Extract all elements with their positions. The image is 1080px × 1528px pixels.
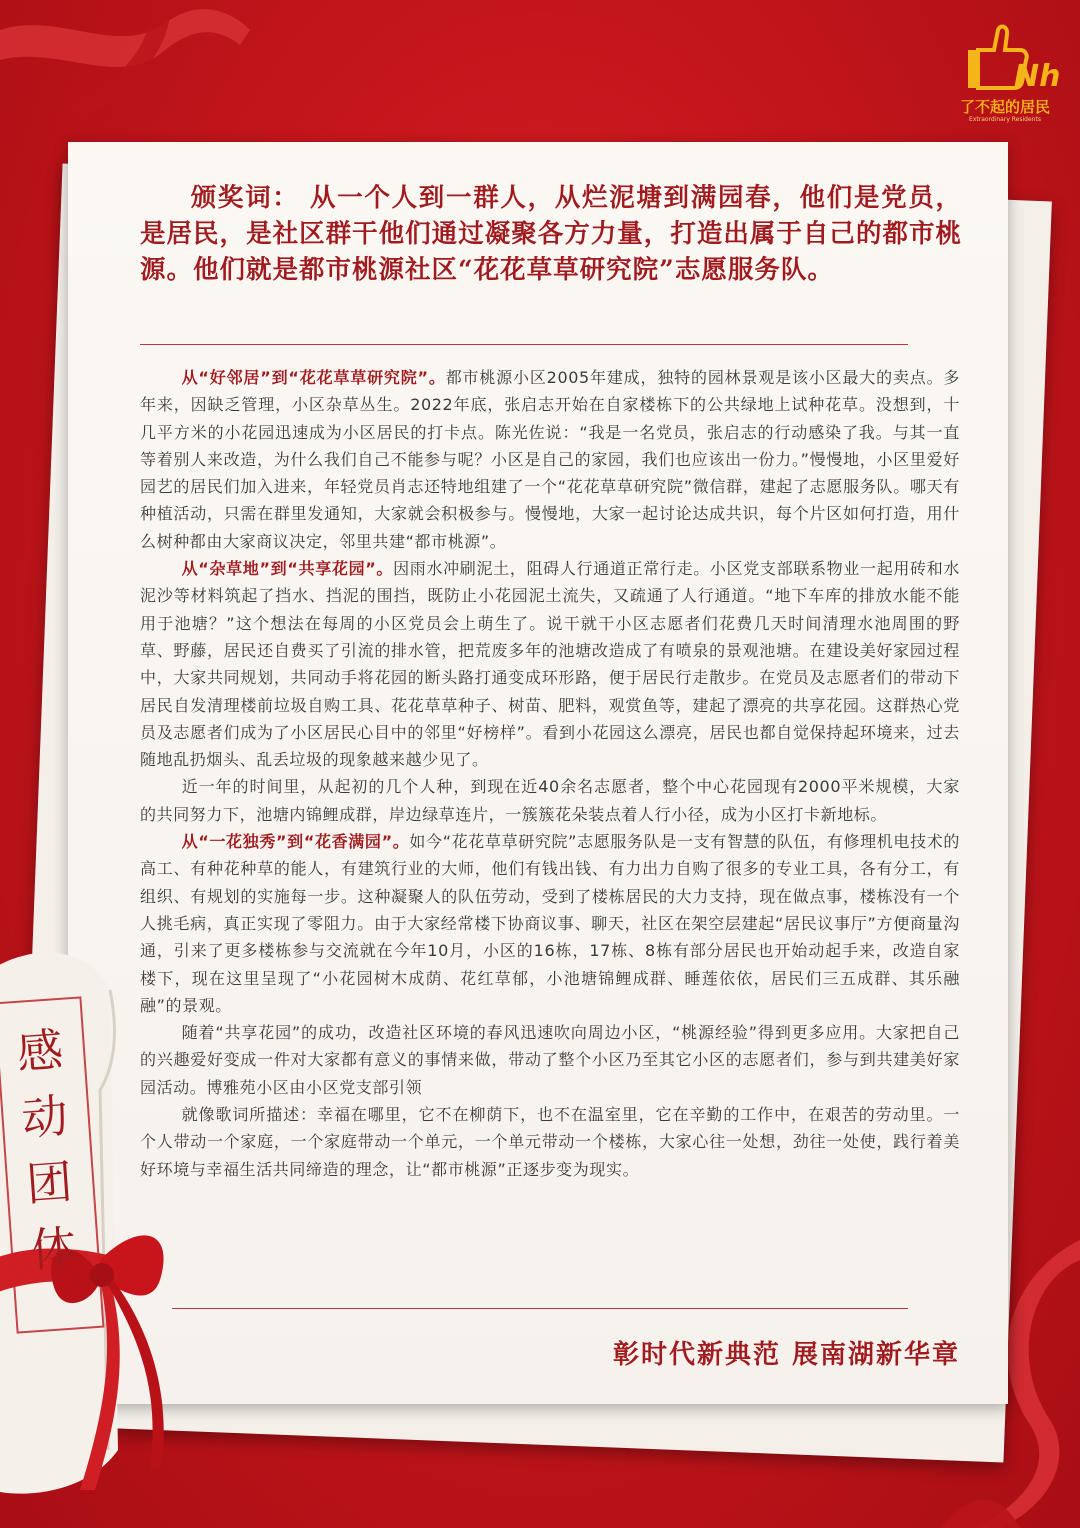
- paragraph-text: 随着“共享花园”的成功，改造社区环境的春风迅速吹向周边小区，“桃源经验”得到更多应用。大家把自己的兴趣爱好变成一件对大家都有意义的事情来做，带动了整个小区乃至其它小区的志愿者们，参与到共建美好家园活动。博雅苑小区由小区党支部引领: [140, 1023, 960, 1097]
- svg-text:Nh: Nh: [1014, 59, 1060, 94]
- logo-text: 了不起的居民: [959, 98, 1050, 116]
- award-statement-text: 颁奖词： 从一个人到一群人，从烂泥塘到满园春，他们是党员，是居民，是社区群干他们通过凝聚各方力量，打造出属于自己的都市桃源。他们就是都市桃源社区“花花草草研究院”志愿服务队。: [140, 183, 962, 285]
- paragraph-text: 如今“花花草草研究院”志愿服务队是一支有智慧的队伍，有修理机电技术的高工、有种花种草的能人，有建筑行业的大师，他们有钱出钱、有力出力自购了很多的专业工具，各有分工，有组织、有规划的实施每一步。这种凝聚人的队伍劳动，受到了楼栋居民的大力支持，现在做点事，楼栋没有一个人挑毛病，真正实现了零阻力。由于大家经常楼下协商议事、聊天，社区在架空层建起“居民议事厅”方便商量沟通，引来了更多楼栋参与交流就在今年10月，小区的16栋，17栋、8栋有部分居民也开始动起手来，改造自家楼下，现在这里呈现了“小花园树木成荫、花红草郁，小池塘锦鲤成群、睡莲依依，居民们三五成群、其乐融融”的景观。: [140, 832, 960, 1015]
- slogan: 彰时代新典范 展南湖新华章: [612, 1340, 960, 1370]
- paragraph-text: 近一年的时间里，从起初的几个人种，到现在近40余名志愿者，整个中心花园现有2000平米规模，大家的共同努力下，池塘内锦鲤成群，岸边绿草连片，一簇簇花朵装点着人行小径，成为小区打卡新地标。: [140, 777, 960, 824]
- paragraph: [140, 1019, 960, 1101]
- scroll-title-char: 团: [24, 1154, 75, 1212]
- bottom-divider: [172, 1308, 908, 1309]
- paragraph-heading: 从“一花独秀”到“花香满园”。: [181, 832, 410, 852]
- paragraph: [140, 1101, 960, 1183]
- thumbs-up-icon: [950, 20, 1060, 100]
- paragraph-text: 因雨水冲刷泥土，阻碍人行通道正常行走。小区党支部联系物业一起用砖和水泥沙等材料筑起了挡水、挡泥的围挡，既防止小花园泥土流失，又疏通了人行通道。“地下车库的排放水能不能用于池塘？”这个想法在每周的小区党员会上萌生了。说干就干小区志愿者们花费几天时间清理水池周围的野草、野藤，居民还自费买了引流的排水管，把荒废多年的池塘改造成了有喷泉的景观池塘。在建设美好家园过程中，大家共同规划，共同动手将花园的断头路打通变成环形路，便于居民行走散步。在党员及志愿者们的带动下居民自发清理楼前垃圾自购工具、花花草草种子、树苗、肥料，观赏鱼等，建起了漂亮的共享花园。这群热心党员及志愿者们成为了小区居民心目中的邻里“好榜样”。看到小花园这么漂亮，居民也都自觉保持起环境来，过去随地乱扔烟头、乱丢垃圾的现象越来越少见了。: [140, 559, 960, 770]
- scroll-title-char: 感: [15, 1022, 65, 1080]
- top-divider: [140, 344, 908, 345]
- paragraph: [140, 555, 960, 773]
- paragraph: [140, 364, 960, 555]
- scroll-title-char: 动: [19, 1088, 70, 1146]
- brand-logo: [950, 20, 1060, 130]
- paragraph-text: 就像歌词所描述：幸福在哪里，它不在柳荫下，也不在温室里，它在辛勤的工作中，在艰苦的劳动里。一个人带动一个家庭，一个家庭带动一个单元，一个单元带动一个楼栋，大家心往一处想，劲往一处使，践行着美好环境与幸福生活共同缔造的理念，让“都市桃源”正逐步变为现实。: [140, 1105, 960, 1179]
- award-statement: [140, 180, 962, 288]
- scroll-title-char: 体: [29, 1220, 79, 1278]
- paragraph-text: 都市桃源小区2005年建成，独特的园林景观是该小区最大的卖点。多年来，因缺乏管理，小区杂草丛生。2022年底，张启志开始在自家楼栋下的公共绿地上试种花草。没想到，十几平方米的小花园迅速成为小区居民的打卡点。陈光佐说：“我是一名党员，张启志的行动感染了我。与其一直等着别人来改造，为什么我们自己不能参与呢？小区是自己的家园，我们也应该出一份力。”慢慢地，小区里爱好园艺的居民们加入进来，年轻党员肖志还特地组建了一个“花花草草研究院”微信群，建起了志愿服务队。哪天有种植活动，只需在群里发通知，大家就会积极参与。慢慢地，大家一起讨论达成共识，每个片区如何打造，用什么树种都由大家商议决定，邻里共建“都市桃源”。: [140, 368, 960, 551]
- paragraph: [140, 773, 960, 828]
- paragraph: [140, 828, 960, 1019]
- article-body: [140, 364, 960, 1183]
- paragraph-heading: 从“杂草地”到“共享花园”。: [181, 559, 394, 579]
- logo-subtext: Extraordinary Residents: [969, 116, 1041, 123]
- paragraph-heading: 从“好邻居”到“花花草草研究院”。: [181, 368, 446, 387]
